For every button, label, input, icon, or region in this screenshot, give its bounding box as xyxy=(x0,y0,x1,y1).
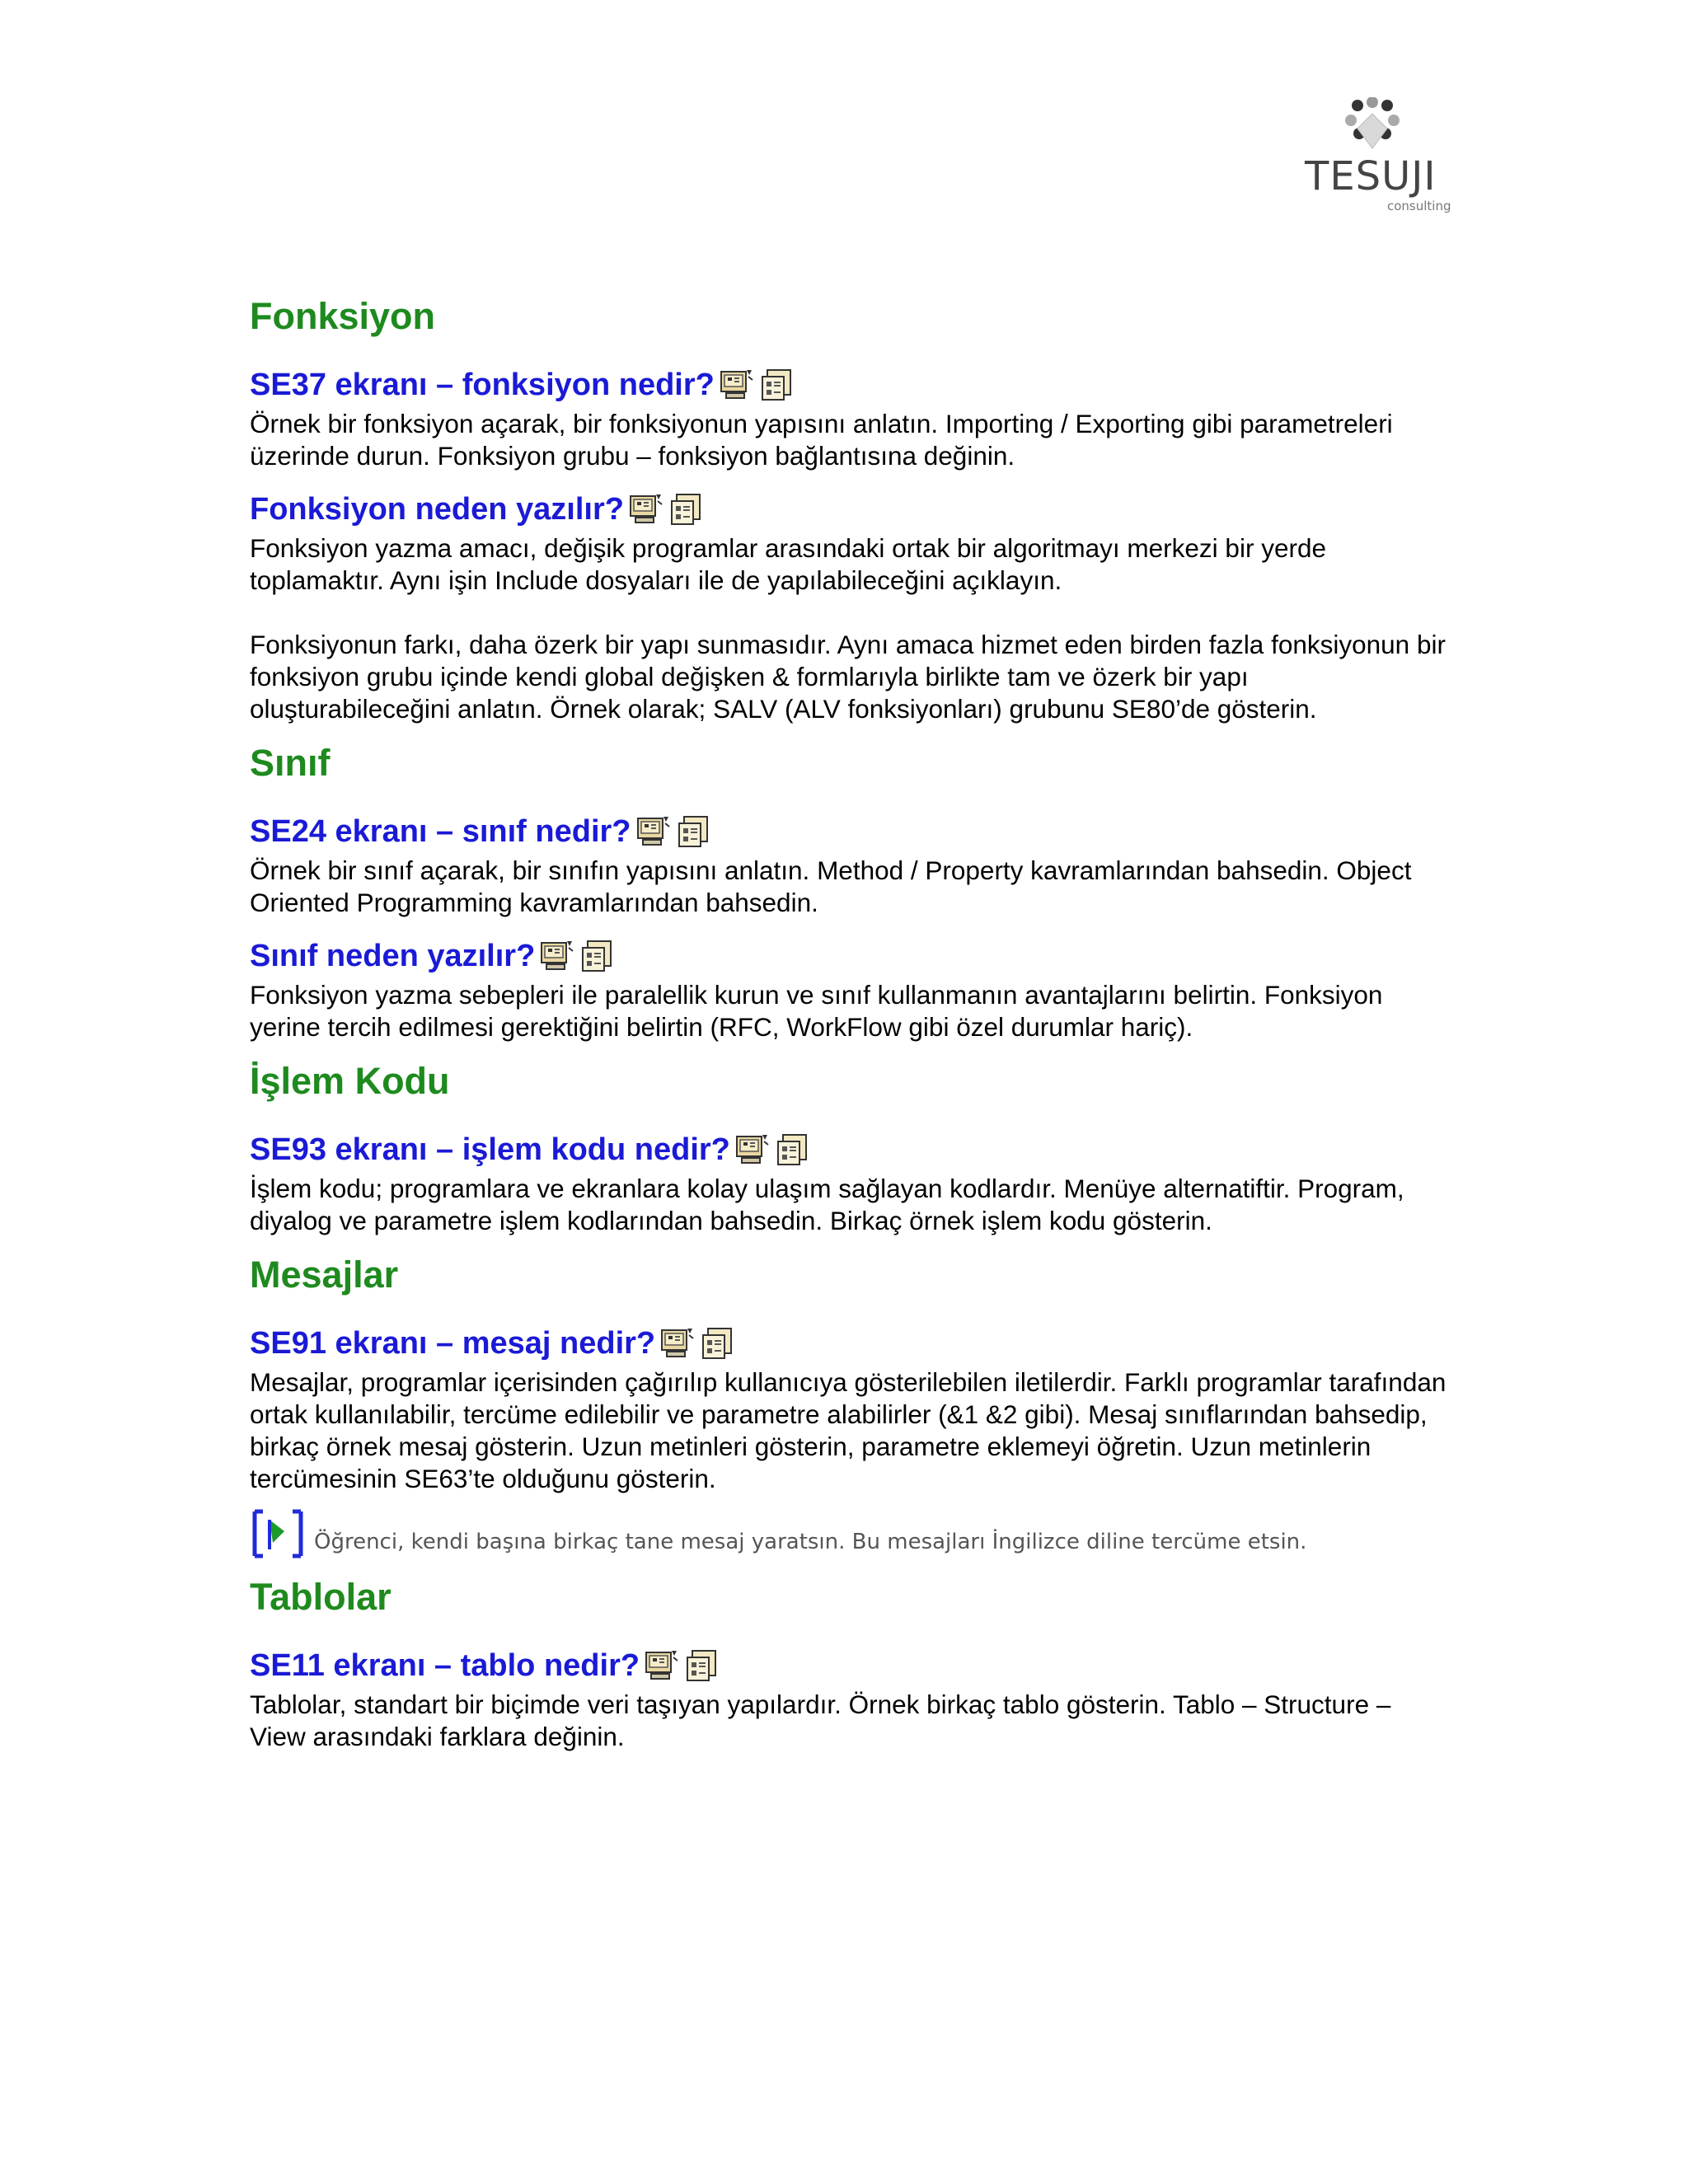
question-title: SE24 ekranı – sınıf nedir? xyxy=(250,814,631,849)
section xyxy=(250,737,1453,1043)
question-title: SE11 ekranı – tablo nedir? xyxy=(250,1648,640,1683)
document-icon xyxy=(579,940,614,972)
document-icon xyxy=(676,815,710,848)
section xyxy=(250,1055,1453,1237)
question-block xyxy=(250,487,1453,725)
computer-screen-icon xyxy=(720,368,754,401)
computer-screen-icon xyxy=(645,1649,679,1682)
tesuji-logo xyxy=(1298,97,1451,221)
question-heading xyxy=(250,363,1453,407)
section xyxy=(250,1249,1453,1559)
document-icon xyxy=(759,368,794,401)
question-heading xyxy=(250,934,1453,978)
question-title: SE93 ekranı – işlem kodu nedir? xyxy=(250,1132,730,1167)
section xyxy=(250,290,1453,725)
paragraph: Fonksiyonun farkı, daha özerk bir yapı sunmasıdır. Aynı amaca hizmet eden birden fazla fonksiyonun bir fonksiyon grubu içinde kendi global değişken & formlarıyla birlikte tam ve özerk bir yapı oluşturabileceğini anlatın. Örnek olarak; SALV (ALV fonksiyonları) grubunu SE80’de gösterin. xyxy=(250,630,1446,724)
section xyxy=(250,1571,1453,1753)
question-block xyxy=(250,934,1453,1043)
paragraph: Mesajlar, programlar içerisinden çağırılıp kullanıcıya gösterilebilen iletilerdir. Farklı programlar tarafından ortak kullanılabilir, tercüme edilebilir ve parametre alabilirler (&1 &2 gibi). Mesaj sınıflarından bahsedip, birkaç örnek mesaj gösterin. Uzun metinleri gösterin, parametre eklemeyi öğretin. Uzun metinlerin tercümesinin SE63’te olduğunu gösterin. xyxy=(250,1367,1447,1493)
question-title: SE37 ekranı – fonksiyon nedir? xyxy=(250,368,715,402)
paragraph: İşlem kodu; programlara ve ekranlara kolay ulaşım sağlayan kodlardır. Menüye alternatiftir. Program, diyalog ve parametre işlem kodlarından bahsedin. Birkaç örnek işlem kodu gösterin. xyxy=(250,1174,1404,1235)
document-icon xyxy=(700,1327,734,1360)
section-title: Fonksiyon xyxy=(250,295,436,337)
section-title: Sınıf xyxy=(250,742,331,784)
computer-screen-icon xyxy=(735,1133,770,1166)
section-title: İşlem Kodu xyxy=(250,1060,450,1102)
document-icon xyxy=(684,1649,719,1682)
computer-screen-icon xyxy=(629,493,663,526)
logo-tagline: consulting xyxy=(1387,199,1451,213)
paragraph: Fonksiyon yazma sebepleri ile paralellik kurun ve sınıf kullanmanın avantajlarını belirtin. Fonksiyon yerine tercih edilmesi gerektiğini belirtin (RFC, WorkFlow gibi özel durumlar hariç). xyxy=(250,980,1383,1042)
question-title: Fonksiyon neden yazılır? xyxy=(250,492,624,527)
section-title: Mesajlar xyxy=(250,1254,399,1296)
document-icon xyxy=(775,1133,809,1166)
paragraph: Örnek bir sınıf açarak, bir sınıfın yapısını anlatın. Method / Property kavramlarından bahsedin. Object Oriented Programming kavramlarından bahsedin. xyxy=(250,855,1412,917)
question-block xyxy=(250,1643,1453,1753)
computer-screen-icon xyxy=(660,1327,695,1360)
question-title: Sınıf neden yazılır? xyxy=(250,939,536,973)
question-block xyxy=(250,363,1453,472)
exercise-note xyxy=(248,1495,1453,1559)
computer-screen-icon xyxy=(540,940,574,972)
question-heading xyxy=(250,1643,1453,1688)
document-content xyxy=(250,279,1453,1753)
question-heading xyxy=(250,487,1453,532)
paragraph: Tablolar, standart bir biçimde veri taşıyan yapılardır. Örnek birkaç tablo gösterin. Tablo – Structure – View arasındaki farklara değinin. xyxy=(250,1690,1391,1751)
paragraph: Örnek bir fonksiyon açarak, bir fonksiyonun yapısını anlatın. Importing / Exporting gibi parametreleri üzerinde durun. Fonksiyon grubu – fonksiyon bağlantısına değinin. xyxy=(250,409,1393,471)
exercise-note-text: Öğrenci, kendi başına birkaç tane mesaj yaratsın. Bu mesajları İngilizce diline tercüme etsin. xyxy=(314,1530,1307,1554)
question-heading xyxy=(250,1321,1453,1366)
computer-screen-icon xyxy=(636,815,671,848)
paragraph: Fonksiyon yazma amacı, değişik programlar arasındaki ortak bir algoritmayı merkezi bir yerde toplamaktır. Aynı işin Include dosyaları ile de yapılabileceğini açıklayın. xyxy=(250,533,1326,595)
question-title: SE91 ekranı – mesaj nedir? xyxy=(250,1326,656,1361)
logo-mark-icon xyxy=(1341,97,1404,153)
document-icon xyxy=(668,493,703,526)
question-block xyxy=(250,1127,1453,1237)
arrow-flag-icon xyxy=(248,1508,307,1559)
question-heading xyxy=(250,809,1453,854)
logo-name: TESUJI xyxy=(1305,153,1437,199)
question-block xyxy=(250,809,1453,919)
question-block xyxy=(250,1321,1453,1559)
question-heading xyxy=(250,1127,1453,1172)
section-title: Tablolar xyxy=(250,1576,392,1618)
